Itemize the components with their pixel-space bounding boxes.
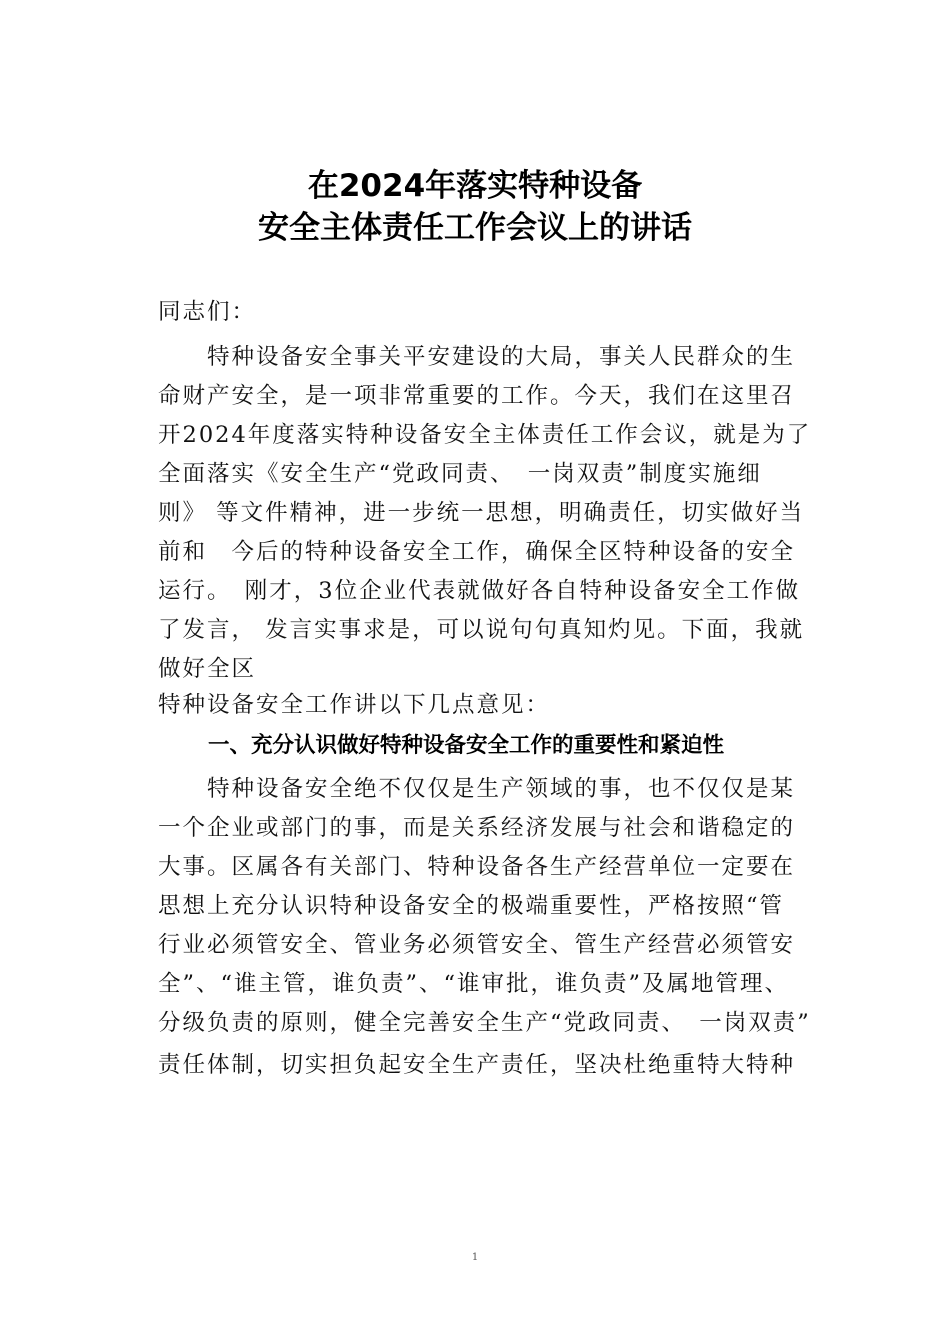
section-heading: 一、充分认识做好特种设备安全工作的重要性和紧迫性 [208, 733, 725, 758]
body-line: 全”、“谁主管，谁负责”、“谁审批，谁负责”及属地管理、 [158, 971, 790, 997]
body-line: 大事。区属各有关部门、特种设备各生产经营单位一定要在 [158, 854, 796, 880]
body-line: 特种设备安全事关平安建设的大局，事关人民群众的生 [158, 344, 796, 370]
body-line: 一个企业或部门的事，而是关系经济发展与社会和谐稳定的 [158, 815, 796, 841]
body-line: 思想上充分认识特种设备安全的极端重要性，严格按照“管 [158, 893, 785, 919]
body-line: 运行。 刚才，3位企业代表就做好各自特种设备安全工作做 [158, 578, 801, 604]
body-line: 做好全区 [158, 656, 257, 682]
body-line: 特种设备安全工作讲以下几点意见： [158, 692, 551, 718]
body-line: 了发言， 发言实事求是，可以说句句真知灼见。下面，我就 [158, 617, 805, 643]
body-line: 命财产安全，是一项非常重要的工作。今天，我们在这里召 [158, 383, 796, 409]
body-line: 特种设备安全绝不仅仅是生产领域的事，也不仅仅是某 [158, 776, 796, 802]
body-line: 全面落实《安全生产“党政同责、 一岗双责”制度实施细 [158, 461, 762, 487]
document-title-line-1: 在2024年落实特种设备 [307, 168, 643, 204]
document-title-line-2: 安全主体责任工作会议上的讲话 [258, 210, 692, 246]
body-line: 分级负责的原则，健全完善安全生产“党政同责、 一岗双责” [158, 1010, 811, 1036]
body-line: 行业必须管安全、管业务必须管安全、管生产经营必须管安 [158, 932, 796, 958]
greeting: 同志们： [158, 299, 257, 325]
body-line: 责任体制，切实担负起安全生产责任，坚决杜绝重特大特种 [158, 1052, 796, 1078]
body-line: 开2024年度落实特种设备安全主体责任工作会议，就是为了 [158, 422, 812, 448]
page-number: 1 [471, 1252, 479, 1263]
body-line: 前和 今后的特种设备安全工作，确保全区特种设备的安全 [158, 539, 796, 565]
body-line: 则》 等文件精神，进一步统一思想，明确责任，切实做好当 [158, 500, 805, 526]
